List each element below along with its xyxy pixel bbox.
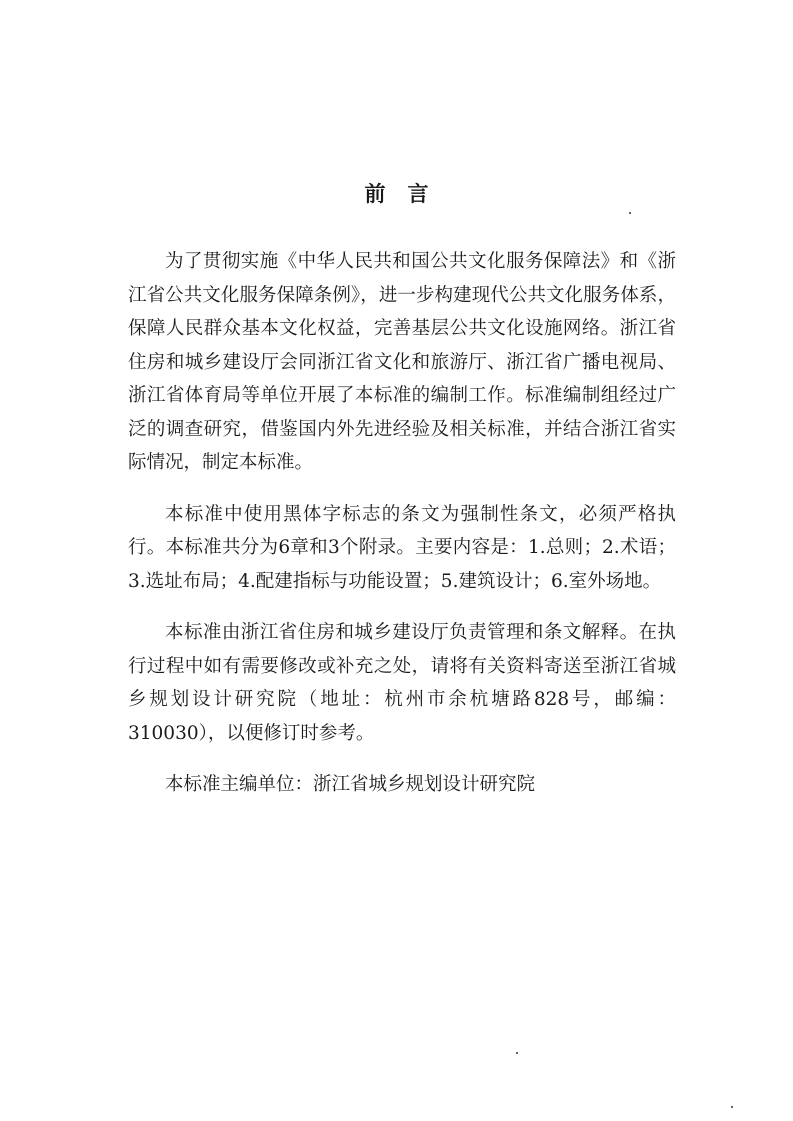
paragraph-chief-editor: 本标准主编单位：浙江省城乡规划设计研究院	[165, 774, 536, 795]
paragraph-purpose: 为了贯彻实施《中华人民共和国公共文化服务保障法》和《浙江省公共文化服务保障条例》，进一步构建现代公共文化服务体系，保障人民群众基本文化权益，完善基层公共文化设施网络。浙江省住房和城乡建设厅会同浙江省文化和旅游厅、浙江省广播电视局、浙江省体育局等单位开展了本标准的编制工作。标准编制组经过广泛的调查研究，借鉴国内外先进经验及相关标准，并结合浙江省实际情况，制定本标准。	[128, 251, 676, 473]
scan-speck	[516, 1052, 518, 1054]
page-title: 前言	[364, 182, 451, 206]
paragraph-management: 本标准由浙江省住房和城乡建设厅负责管理和条文解释。在执行过程中如有需要修改或补充之处，请将有关资料寄送至浙江省城乡规划设计研究院（地址：杭州市余杭塘路828号，邮编：310030），以便修订时参考。	[128, 622, 676, 744]
document-body	[128, 245, 676, 820]
paragraph-contents: 本标准中使用黑体字标志的条文为强制性条文，必须严格执行。本标准共分为6章和3个附录。主要内容是：1.总则；2.术语；3.选址布局；4.配建指标与功能设置；5.建筑设计；6.室外场地。	[128, 503, 676, 592]
scan-speck	[731, 1106, 733, 1108]
scan-speck	[629, 212, 631, 214]
